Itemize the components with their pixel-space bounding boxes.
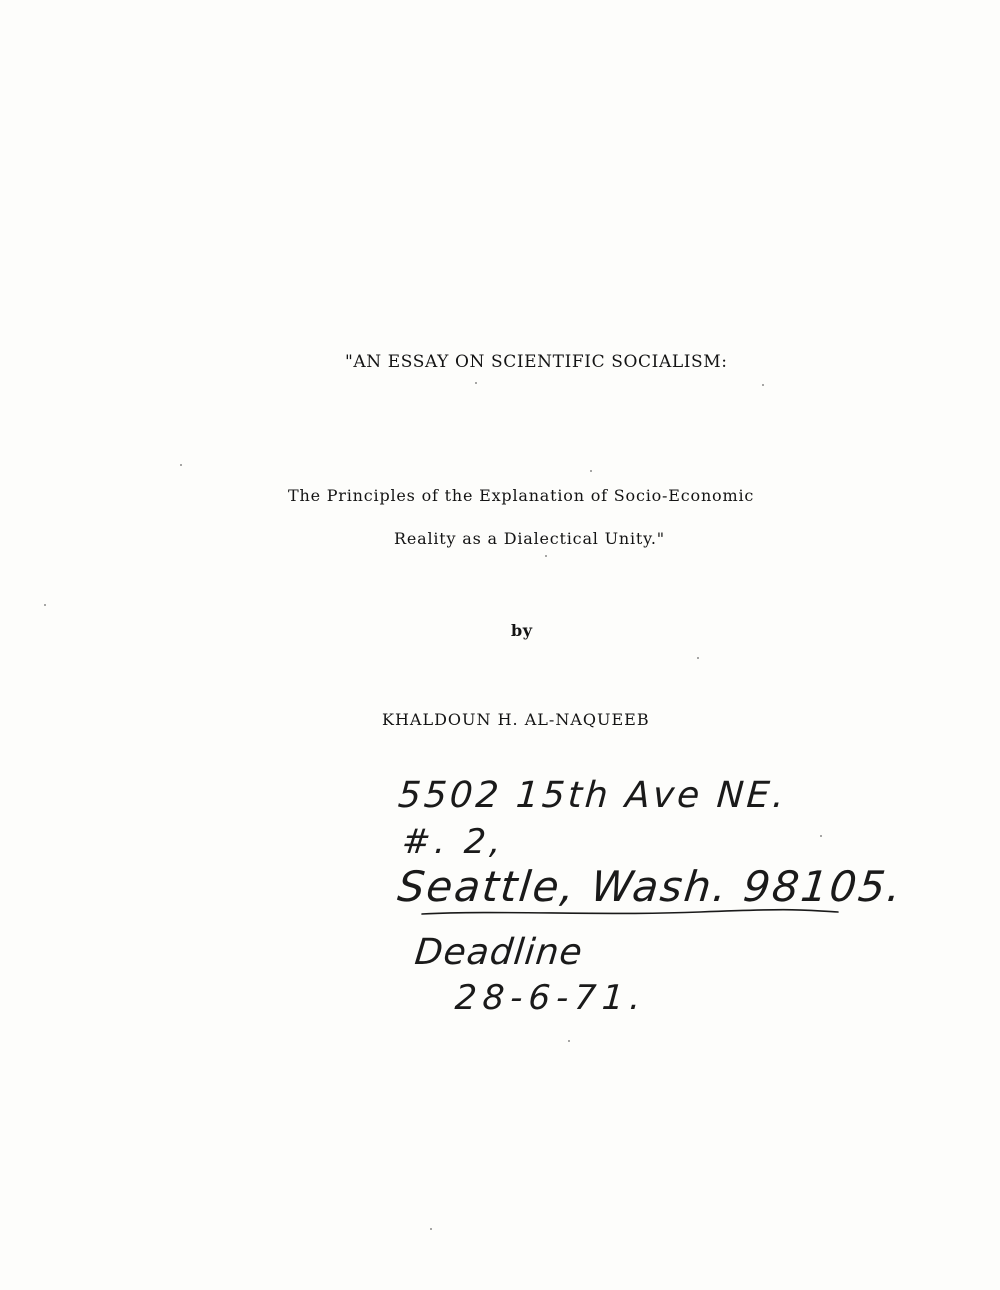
scan-speck [697, 657, 699, 659]
author-name: KHALDOUN H. AL-NAQUEEB [382, 710, 650, 729]
handwritten-deadline-date: 28-6-71. [453, 978, 648, 1018]
handwritten-address-line-1: 5502 15th Ave NE. [396, 775, 789, 816]
scan-speck [180, 464, 182, 466]
essay-title: "AN ESSAY ON SCIENTIFIC SOCIALISM: [345, 352, 728, 372]
scan-speck [590, 470, 592, 472]
scan-speck [545, 555, 547, 557]
scan-speck [430, 1228, 432, 1230]
scan-speck [44, 604, 46, 606]
scan-speck [475, 382, 477, 384]
handwritten-deadline-label: Deadline [412, 932, 585, 973]
scan-speck [820, 835, 822, 837]
byline: by [511, 621, 533, 640]
essay-subtitle-line-1: The Principles of the Explanation of Socio-Economic [288, 486, 755, 505]
scan-speck [568, 1040, 570, 1042]
handwritten-address-line-2: #. 2, [400, 822, 506, 862]
scan-speck [762, 384, 764, 386]
essay-subtitle-line-2: Reality as a Dialectical Unity." [394, 529, 665, 548]
handwritten-underline [420, 906, 840, 926]
handwritten-address-line-3: Seattle, Wash. 98105. [395, 862, 906, 911]
